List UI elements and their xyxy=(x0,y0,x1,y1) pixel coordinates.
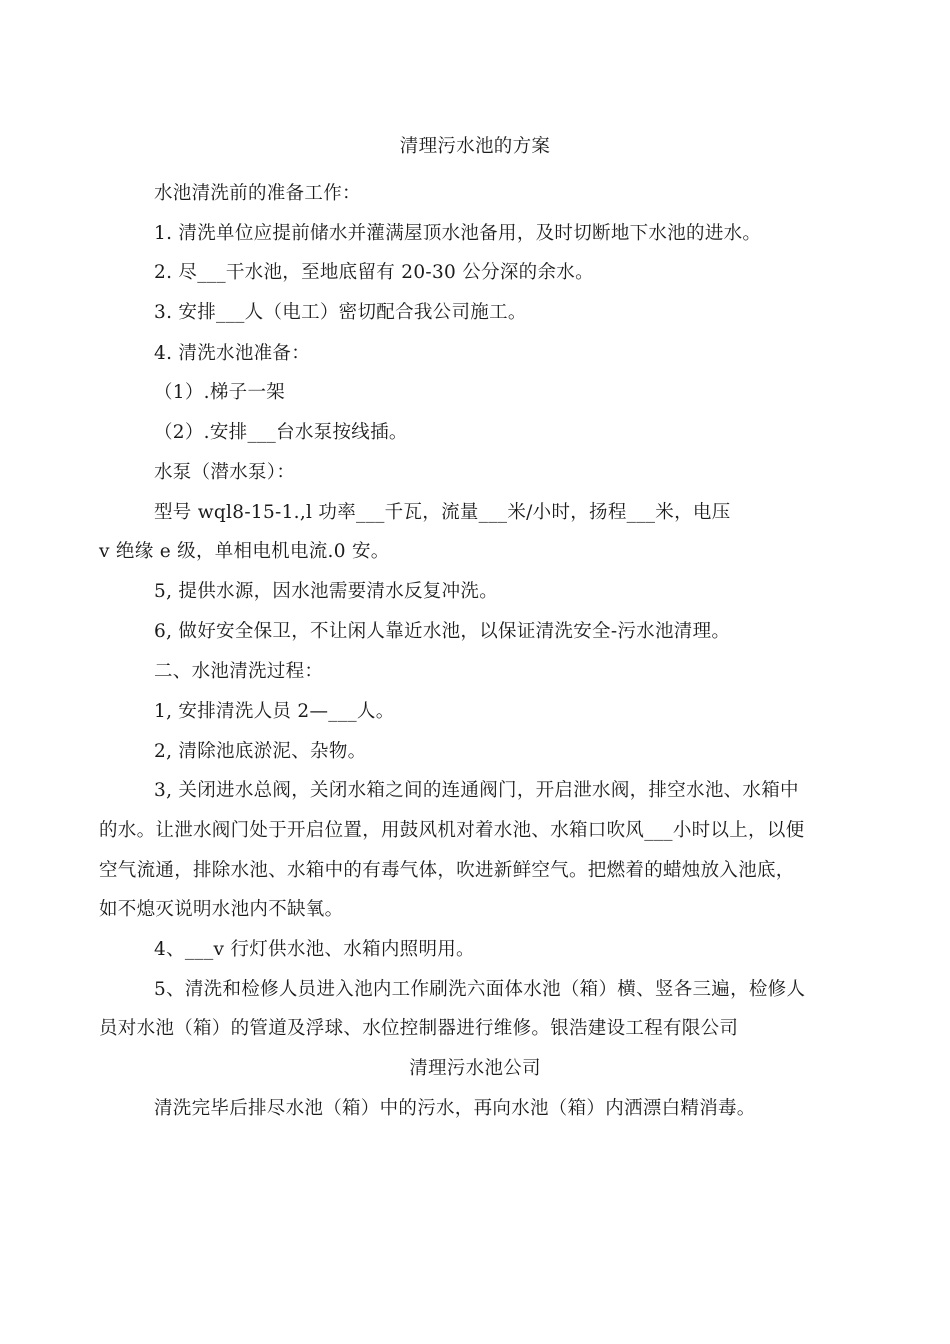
paragraph-pump-heading: 水泵（潜水泵）： xyxy=(154,462,296,483)
paragraph-process-5-line2: 员对水池（箱）的管道及浮球、水位控制器进行维修。银浩建设工程有限公司 xyxy=(99,1018,739,1039)
paragraph-prep-5: 5, 提供水源，因水池需要清水反复冲洗。 xyxy=(154,581,499,602)
paragraph-process-1: 1, 安排清洗人员 2—___人。 xyxy=(154,701,395,722)
paragraph-final: 清洗完毕后排尽水池（箱）中的污水，再向水池（箱）内洒漂白精消毒。 xyxy=(154,1098,756,1119)
paragraph-process-3-line2: 的水。让泄水阀门处于开启位置，用鼓风机对着水池、水箱口吹风___小时以上，以便 xyxy=(99,820,805,841)
paragraph-prep-heading: 水池清洗前的准备工作： xyxy=(154,183,361,204)
paragraph-prep-4-2: （2）.安排___台水泵按线插。 xyxy=(154,422,408,443)
paragraph-prep-1: 1. 清洗单位应提前储水并灌满屋顶水池备用，及时切断地下水池的进水。 xyxy=(154,223,762,244)
paragraph-prep-2: 2. 尽___干水池，至地底留有 20-30 公分深的余水。 xyxy=(154,262,594,283)
document-title: 清理污水池的方案 xyxy=(399,136,551,157)
document-subtitle: 清理污水池公司 xyxy=(409,1058,541,1079)
paragraph-pump-spec-2: v 绝缘 e 级，单相电机电流.0 安。 xyxy=(99,541,390,562)
paragraph-prep-3: 3. 安排___人（电工）密切配合我公司施工。 xyxy=(154,302,527,323)
paragraph-pump-spec-1: 型号 wql8-15-1.,l 功率___千瓦，流量___米/小时，扬程___米，电压 xyxy=(154,502,731,523)
paragraph-process-4: 4、___v 行灯供水池、水箱内照明用。 xyxy=(154,939,475,960)
paragraph-prep-4-1: （1）.梯子一架 xyxy=(154,382,286,403)
paragraph-process-heading: 二、水池清洗过程： xyxy=(154,661,324,682)
paragraph-process-3-line1: 3, 关闭进水总阀，关闭水箱之间的连通阀门，开启泄水阀，排空水池、水箱中 xyxy=(154,780,799,801)
paragraph-prep-6: 6, 做好安全保卫，不让闲人靠近水池，以保证清洗安全-污水池清理。 xyxy=(154,621,731,642)
paragraph-process-2: 2, 清除池底淤泥、杂物。 xyxy=(154,741,367,762)
paragraph-prep-4: 4. 清洗水池准备： xyxy=(154,343,311,364)
paragraph-process-5-line1: 5、清洗和检修人员进入池内工作刷洗六面体水池（箱）横、竖各三遍，检修人 xyxy=(154,979,806,1000)
paragraph-process-3-line4: 如不熄灭说明水池内不缺氧。 xyxy=(99,899,344,920)
paragraph-process-3-line3: 空气流通，排除水池、水箱中的有毒气体，吹进新鲜空气。把燃着的蜡烛放入池底， xyxy=(99,860,795,881)
